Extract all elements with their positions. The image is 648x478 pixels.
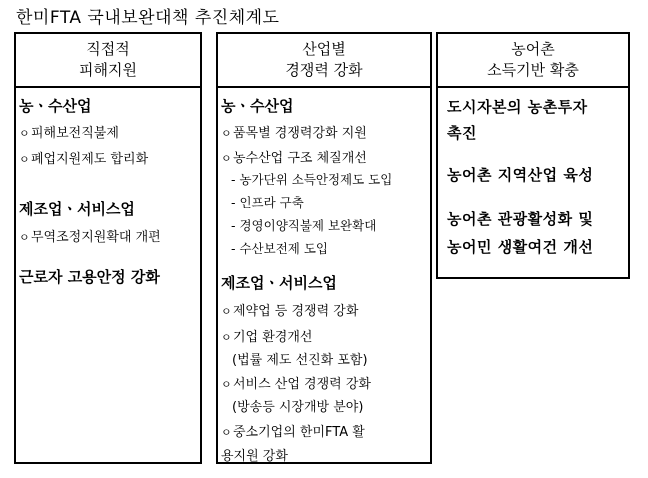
column-header-line1: 농어촌 xyxy=(511,40,555,58)
column-body xyxy=(218,88,430,462)
bullet-icon: ㅇ xyxy=(221,305,232,318)
column-header-line2: 소득기반 확충 xyxy=(487,61,579,79)
column-header xyxy=(16,34,200,88)
list-item: ㅇ제약업 등 경쟁력 강화 xyxy=(221,304,359,319)
section-heading: 근로자 고용안정 강화 xyxy=(19,268,160,286)
list-item-continued: 농어민 생활여건 개선 xyxy=(447,238,594,256)
bullet-icon: ㅇ xyxy=(221,127,232,140)
bullet-icon: ㅇ xyxy=(19,127,30,140)
bullet-icon: ㅇ xyxy=(19,231,30,244)
column-header xyxy=(218,34,430,88)
bullet-icon: ㅇ xyxy=(221,378,232,391)
list-item: ㅇ무역조정지원확대 개편 xyxy=(19,230,161,245)
column-header-line1: 산업별 xyxy=(302,40,346,58)
column-body xyxy=(16,88,200,462)
list-item-note: (방송등 시장개방 분야) xyxy=(232,400,364,415)
column-header-line2: 경쟁력 강화 xyxy=(285,61,363,79)
list-item: ㅇ품목별 경쟁력강화 지원 xyxy=(221,126,367,141)
section-heading: 제조업ㆍ서비스업 xyxy=(19,200,135,218)
list-item: 농어촌 지역산업 육성 xyxy=(447,166,594,184)
list-item: ㅇ중소기업의 한미FTA 활 xyxy=(221,425,365,440)
section-heading: 농ㆍ수산업 xyxy=(221,97,294,115)
list-item: ㅇ농수산업 구조 체질개선 xyxy=(221,151,367,166)
column-industry-competitiveness xyxy=(216,32,432,464)
list-item-note: (법률 제도 선진화 포함) xyxy=(232,353,368,368)
column-header-line1: 직접적 xyxy=(86,40,130,58)
list-item: ㅇ피해보전직불제 xyxy=(19,126,119,141)
bullet-icon: ㅇ xyxy=(221,152,232,165)
column-header-line2: 피해지원 xyxy=(79,61,137,79)
list-item: 농어촌 관광활성화 및 xyxy=(447,210,594,228)
column-header xyxy=(438,34,628,88)
column-rural-income-base xyxy=(436,32,630,279)
column-body xyxy=(438,88,628,277)
sub-item: - 경영이양직불제 보완확대 xyxy=(231,218,377,233)
bullet-icon: ㅇ xyxy=(221,331,232,344)
sub-item: - 수산보전제 도입 xyxy=(231,241,328,256)
section-heading: 제조업ㆍ서비스업 xyxy=(221,274,337,292)
sub-item: - 인프라 구축 xyxy=(231,195,304,210)
list-item: ㅇ폐업지원제도 합리화 xyxy=(19,152,149,167)
page-title: 한미FTA 국내보완대책 추진체계도 xyxy=(16,8,280,28)
bullet-icon: ㅇ xyxy=(19,153,30,166)
list-item: ㅇ서비스 산업 경쟁력 강화 xyxy=(221,377,371,392)
list-item-continued: 용지원 강화 xyxy=(221,449,288,464)
sub-item: - 농가단위 소득안정제도 도입 xyxy=(231,172,393,187)
column-direct-damage-support xyxy=(14,32,202,464)
section-heading: 농ㆍ수산업 xyxy=(19,97,92,115)
list-item: ㅇ기업 환경개선 xyxy=(221,330,313,345)
bullet-icon: ㅇ xyxy=(221,426,232,439)
list-item-continued: 촉진 xyxy=(447,124,477,142)
list-item: 도시자본의 농촌투자 xyxy=(447,98,588,116)
